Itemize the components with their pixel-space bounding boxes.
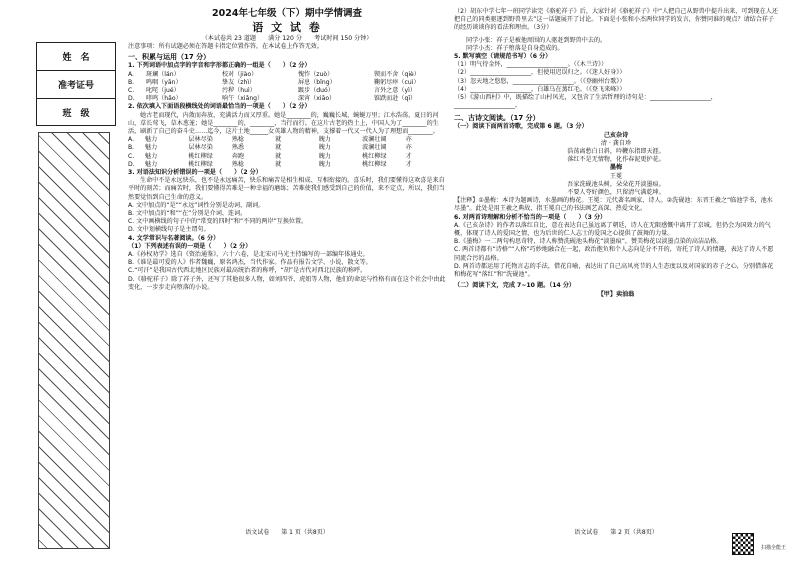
poem-2-author: 王冕 — [609, 172, 623, 180]
seal-line-pattern — [38, 132, 110, 549]
qr-code-icon — [732, 533, 754, 555]
question-1: 1. 下列词语中加点字的字音和字形都正确的一组是（ ）（2 分） — [128, 62, 311, 70]
page-2 — [454, 8, 778, 299]
option-row: D. 哮鸣（hǎo） 响午（xiǎng） 深宵（xiāo） 锥跌而赴（qī） — [128, 95, 417, 103]
option-row: A. 魅力 层林尽染 熟稔 就 魄力 波澜壮阔 亦 — [128, 136, 412, 144]
question-4: 4. 文学常识与名著阅读。（6 分） — [128, 234, 220, 242]
question-2-options — [128, 136, 446, 169]
question-4-2: （2）胡东中学七年一班同学读完《骆驼祥子》后，大家针对《骆驼祥子》中“人把自己从野兽中提升出来，可到现在人还把自己的同类驱逐到野兽里去”这一话题展开了讨论。下面是小张和小杰两位同学的发言，你赞同谁的观点？请结合祥子的经历谈谈你的看法和理由。（3分） — [454, 8, 778, 32]
exam-note: 注意事项：所有试题必须在答题卡指定位置作答，在本试卷上作答无效。 — [128, 43, 323, 51]
page-1-footer: 语文试卷 第 1 页（共8页） — [245, 529, 329, 536]
question-6-option-c: C. 两首诗都有“诗格”“人格”巧妙地融合在一起，政治抱负和个人志向是分不开的，寄托了诗人的情趣，表达了诗人不愿同流合污的品格。 — [454, 246, 774, 262]
id-label: 准考证号 — [37, 71, 115, 99]
binding-stub — [8, 20, 116, 540]
poem-1-line: 落红不是无情物，化作春泥更护花。 — [567, 156, 665, 164]
question-4-1: （1）下列表述有误的一项是（ ）（2 分） — [128, 242, 252, 250]
option-row: D. 魅力 桃红柳绿 熟稔 就 魄力 桃红柳绿 才 — [128, 160, 412, 168]
exam-info: （本试卷共 23 道题 满分 120 分 考试时间 150 分钟） — [201, 35, 373, 42]
scanner-watermark: 扫描全能王 — [760, 545, 786, 551]
page-1 — [128, 8, 446, 292]
exam-subtitle: 语 文 试 卷 — [252, 21, 322, 34]
question-2: 2. 依次填入下面语段横线处的词语最恰当的一项是（ ）（2 分） — [128, 103, 311, 111]
question-6-option-a: A.《己亥杂诗》的作者以落红自比，意在表达自己虽远离了朝廷，诗人在无限感慨中离开了京城，但仍会为国效力的气概，体现了诗人的爱国之情，也为后世的仁人志士的爱国之心提供了鼓舞的力量。 — [454, 221, 771, 238]
question-3-option-c: C. 文中画横线的句子中的“常变的四时”和“不同的两岸”互换位置。 — [128, 218, 308, 226]
poem-1-title: 己亥杂诗 — [603, 131, 629, 139]
dictation-line: （1）明气待金怀，____________________。（《木兰诗》） — [454, 61, 608, 69]
question-3-option-a: A. 文中加点的“是”“永远”词性分别是动词、副词。 — [128, 201, 265, 209]
poem-2-line: 不要人夸好颜色，只留清气满乾坤。 — [567, 189, 665, 197]
question-3-option-b: B. 文中加点的“和”“在”分别是介词、连词。 — [128, 210, 247, 218]
student-jie-view: 同学小杰：祥子堕落是自身造成的。 — [466, 44, 564, 52]
option-row: C. 叱咤（jué） 污秽（huì） 踱步（duó） 言外之意（yì） — [128, 87, 416, 95]
student-zhang-view: 同学小张：祥子是被他周围的人驱赶到野兽中去的。 — [466, 36, 607, 44]
question-4-option-d: D.《骆驼祥子》除了祥子外，还写了其他很多人物，如刘四爷、虎妞等人物，他们的命运与性格有而在这个社会中由此变化，一步步走向堕落的小说。 — [128, 275, 446, 291]
question-3-option-d: D. 文中划横线句子是主谓句。 — [128, 226, 210, 234]
poem-2-line: 吾家洗砚池头树，朵朵花开淡墨痕。 — [567, 180, 665, 188]
exam-title: 2024年七年级（下）期中学情调查 — [212, 8, 362, 19]
page-2-footer: 语文试卷 第 2 页（共8页） — [574, 529, 658, 536]
option-row: B. 魅力 层林尽染 熟悉 就 魄力 波澜壮阔 亦 — [128, 144, 412, 152]
question-1-options — [128, 71, 446, 104]
name-label: 姓 名 — [37, 43, 115, 71]
question-6-option-b: B.《墨梅》一二两句构思奇特，诗人称赞洗砚池头梅花“淡墨痕”，赞美梅花以淡墨点染的高洁品格。 — [454, 238, 723, 246]
passage-title: 【甲】卖油翁 — [597, 290, 635, 298]
question-3: 3. 对语法知识分析错误的一项是（ ）（2 分） — [128, 169, 262, 177]
question-2-passage: 她古老而现代，内敛而奔放，充满活力而又厚重。她是________的，巍巍长城，蜿蜒万里；江水浩荡，夏日的河山，草长莺飞，草木葱茏；她是________的，________，当行而行。在这片古老的热土上，中国人为了________的生活，刷新了自己的奋斗史……迄今，这片土地______女英雄人物的精神，支撑着一代又一代人为了理想而________。 — [128, 111, 439, 136]
question-4-option-b: B.《谁是最可爱的人》作者魏巍，原名鸿杰，当代作家。作品有报告文学、小说、散文等。 — [128, 259, 372, 267]
dictation-line: （4）____________________，白雄乌在蒸红毛。（《登飞来峰》） — [454, 85, 626, 93]
poem-1-line: 浩荡离愁白日斜，吟鞭东指即天涯。 — [567, 148, 665, 156]
question-6: 6. 对两首诗理解和分析不恰当的一项是（ ）（3 分） — [454, 213, 607, 221]
question-5: 5. 默写填空（请规范书写）（6 分） — [454, 53, 552, 61]
dictation-line: （2）____________________，但使用迟误归之。（《迷人好身》） — [454, 69, 626, 77]
poem-note: 【注释】①墨梅：本诗为题画诗，水墨画的梅花。王冕：元代著名画家、诗人。②洗砚池：东晋王羲之“临池学书，池水尽墨”。此处是用王羲之典故，指王冕自己的书法画艺高深、热爱文化。 — [454, 197, 773, 213]
class-label: 班 级 — [62, 109, 90, 119]
question-6-option-d: D. 两首诗都运用了托物言志的手法，借花自喻，表达出了自己高风亮节的人生态度以及对国家的赤子之心，分别借落花和梅花写“落红”和“洗砚池”。 — [454, 262, 774, 279]
question-4-option-c: C.“可汗”是我国古代西北地区民族对最高统治者的称呼，“胡”是古代对西北民族的称呼。 — [128, 267, 367, 275]
dictation-line: （5）《游山西村》中，既描绘了山村风光，又包含了生活哲理的诗句是：____________________，____________________。 — [454, 94, 717, 110]
dictation-line: （3）忽天地之悠悠，____________________。（《登幽州台歌》） — [454, 77, 626, 85]
section-2-heading: 二、古诗文阅读。（17 分） — [454, 114, 540, 123]
question-4-option-a: A.《孙权劝学》选自《资治通鉴》，六十六卷，是北宋司马光主持编写的一部编年体通史。 — [128, 251, 369, 259]
question-3-passage: 生命中不是永远快乐，也不是永远痛苦，快乐和痛苦是相生相成、互相衔接的。喜乐时，我们要懂得这欢喜是来自平时的刻苦；而痛苦时，我们要懂得苦难是一种幸福的磨练；苦难使我们感受到自己的价值，来不定点，所以，我们当然要觉悟到自己生命的意义。 — [128, 177, 445, 201]
section-1-heading: 一、积累与运用（17 分） — [128, 53, 211, 62]
poem-1-author: 清 · 龚自珍 — [600, 139, 632, 147]
option-row: B. 鸣咽（yān） 挚友（zhì） 屏息（bǐng） 鞠躬尽瘁（cuì） — [128, 78, 420, 86]
subsection-1: （一）阅读下面两首诗歌，完成第 6 题。（3 分） — [454, 123, 588, 131]
option-row: C. 魅力 桃红柳绿 奔跑 就 魄力 桃红柳绿 才 — [128, 152, 412, 160]
candidate-info-box — [36, 42, 116, 126]
option-row: A. 斑斓（lán） 校对（jiào） 愧怍（zuò） 锲而不舍（qiè） — [128, 70, 420, 78]
poem-2-title: 墨梅 — [609, 164, 623, 172]
subsection-2: （二）阅读下文，完成 7~10 题。（14 分） — [454, 282, 576, 290]
